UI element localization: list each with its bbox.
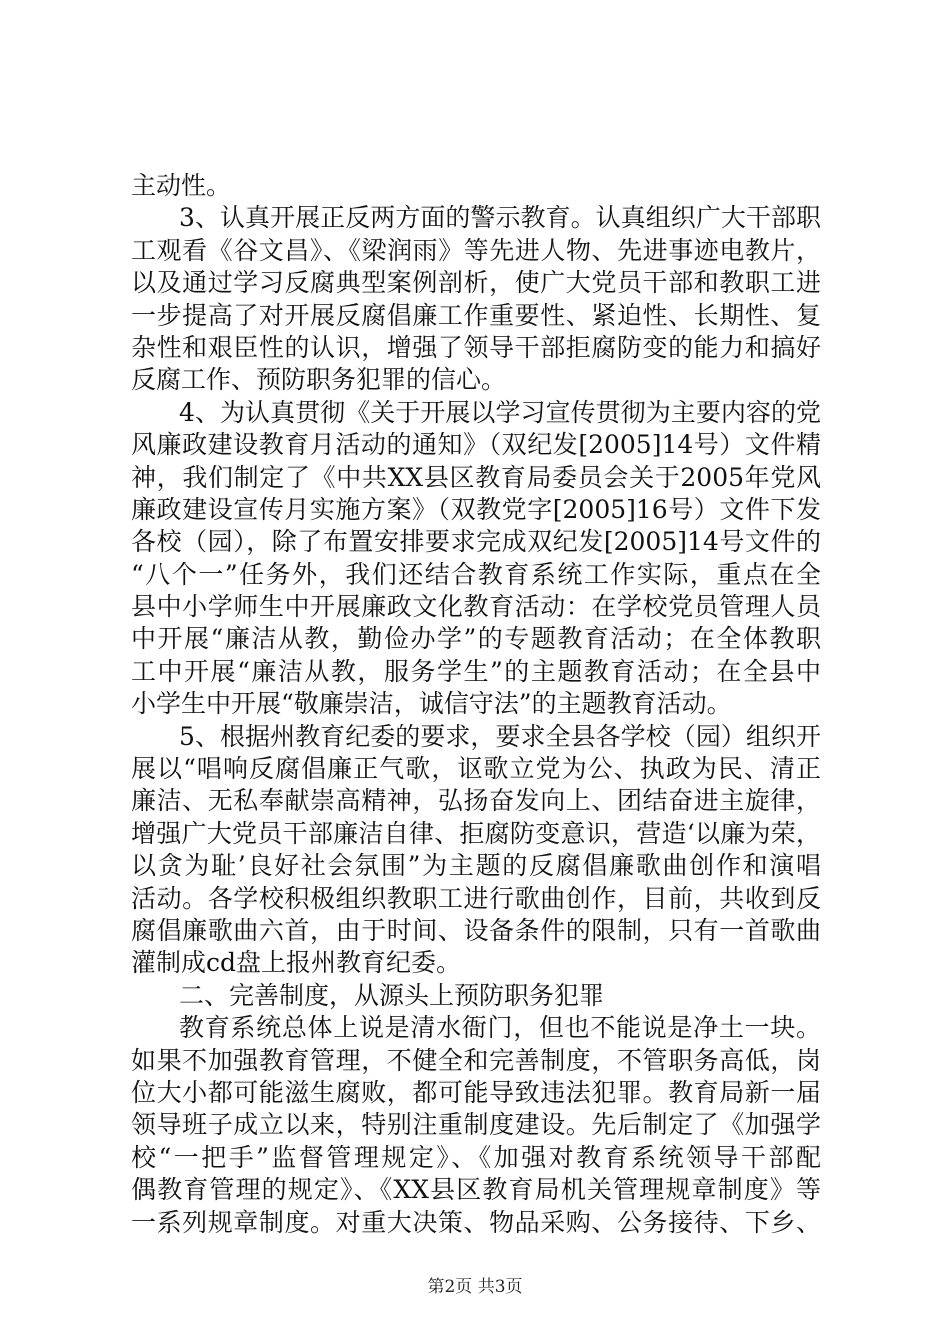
text-line: 工中开展“廉洁从教，服务学生”的主题教育活动；在全县中 <box>131 656 821 686</box>
text-line: 杂性和艰臣性的认识，增强了领导干部拒腐防变的能力和搞好 <box>131 332 821 362</box>
text-line: 县中小学师生中开展廉政文化教育活动：在学校党员管理人员 <box>131 592 821 622</box>
text-line: 工观看《谷文昌》、《梁润雨》等先进人物、先进事迹电教片， <box>131 235 821 265</box>
text-line: 展以“唱响反腐倡廉正气歌，讴歌立党为公、执政为民、清正 <box>131 754 821 784</box>
text-line: 主动性。 <box>131 171 232 200</box>
text-line: 如果不加强教育管理，不健全和完善制度，不管职务高低，岗 <box>131 1045 821 1075</box>
text-line: 二、完善制度，从源头上预防职务犯罪 <box>179 980 605 1010</box>
text-line: 5、根据州教育纪委的要求，要求全县各学校（园）组织开 <box>179 721 821 751</box>
text-line: 4、为认真贯彻《关于开展以学习宣传贯彻为主要内容的党 <box>179 397 821 427</box>
document-body <box>131 170 821 1239</box>
text-line: 风廉政建设教育月活动的通知》（双纪发[2005]14号）文件精 <box>131 430 821 460</box>
text-line: 腐倡廉歌曲六首，由于时间、设备条件的限制，只有一首歌曲 <box>131 915 821 945</box>
text-line: 以贪为耻’良好社会氛围”为主题的反腐倡廉歌曲创作和演唱 <box>131 851 821 881</box>
text-line: 3、认真开展正反两方面的警示教育。认真组织广大干部职 <box>179 203 821 233</box>
text-line: 廉洁、无私奉献崇高精神，弘扬奋发向上、团结奋进主旋律， <box>131 786 821 816</box>
text-line: 以及通过学习反腐典型案例剖析，使广大党员干部和教职工进 <box>131 268 821 298</box>
text-line: 一系列规章制度。对重大决策、物品采购、公务接待、下乡、 <box>131 1207 821 1237</box>
text-line: 位大小都可能滋生腐败，都可能导致违法犯罪。教育局新一届 <box>131 1077 821 1107</box>
text-line: 廉政建设宣传月实施方案》（双教党字[2005]16号）文件下发 <box>131 494 821 524</box>
text-line: 校“一把手”监督管理规定》、《加强对教育系统领导干部配 <box>131 1142 821 1172</box>
text-line: “八个一”任务外，我们还结合教育系统工作实际，重点在全 <box>131 559 821 589</box>
text-line: 反腐工作、预防职务犯罪的信心。 <box>131 365 507 395</box>
page-footer: 第2页 共3页 <box>427 1277 523 1297</box>
text-line: 灌制成cd盘上报州教育纪委。 <box>131 948 462 978</box>
text-line: 增强广大党员干部廉洁自律、拒腐防变意识，营造‘以廉为荣， <box>131 818 821 848</box>
text-line: 教育系统总体上说是清水衙门，但也不能说是净土一块。 <box>179 1013 821 1043</box>
text-line: 偶教育管理的规定》、《XX县区教育局机关管理规章制度》等 <box>131 1175 821 1205</box>
text-line: 神，我们制定了《中共XX县区教育局委员会关于2005年党风 <box>131 462 821 492</box>
text-line: 领导班子成立以来，特别注重制度建设。先后制定了《加强学 <box>131 1110 821 1140</box>
text-line: 一步提高了对开展反腐倡廉工作重要性、紧迫性、长期性、复 <box>131 300 821 330</box>
text-line: 各校（园），除了布置安排要求完成双纪发[2005]14号文件的 <box>131 527 821 557</box>
text-line: 小学生中开展“敬廉崇洁，诚信守法”的主题教育活动。 <box>131 689 732 719</box>
text-line: 中开展“廉洁从教，勤俭办学”的专题教育活动；在全体教职 <box>131 624 821 654</box>
text-line: 活动。各学校积极组织教职工进行歌曲创作，目前，共收到反 <box>131 883 821 913</box>
